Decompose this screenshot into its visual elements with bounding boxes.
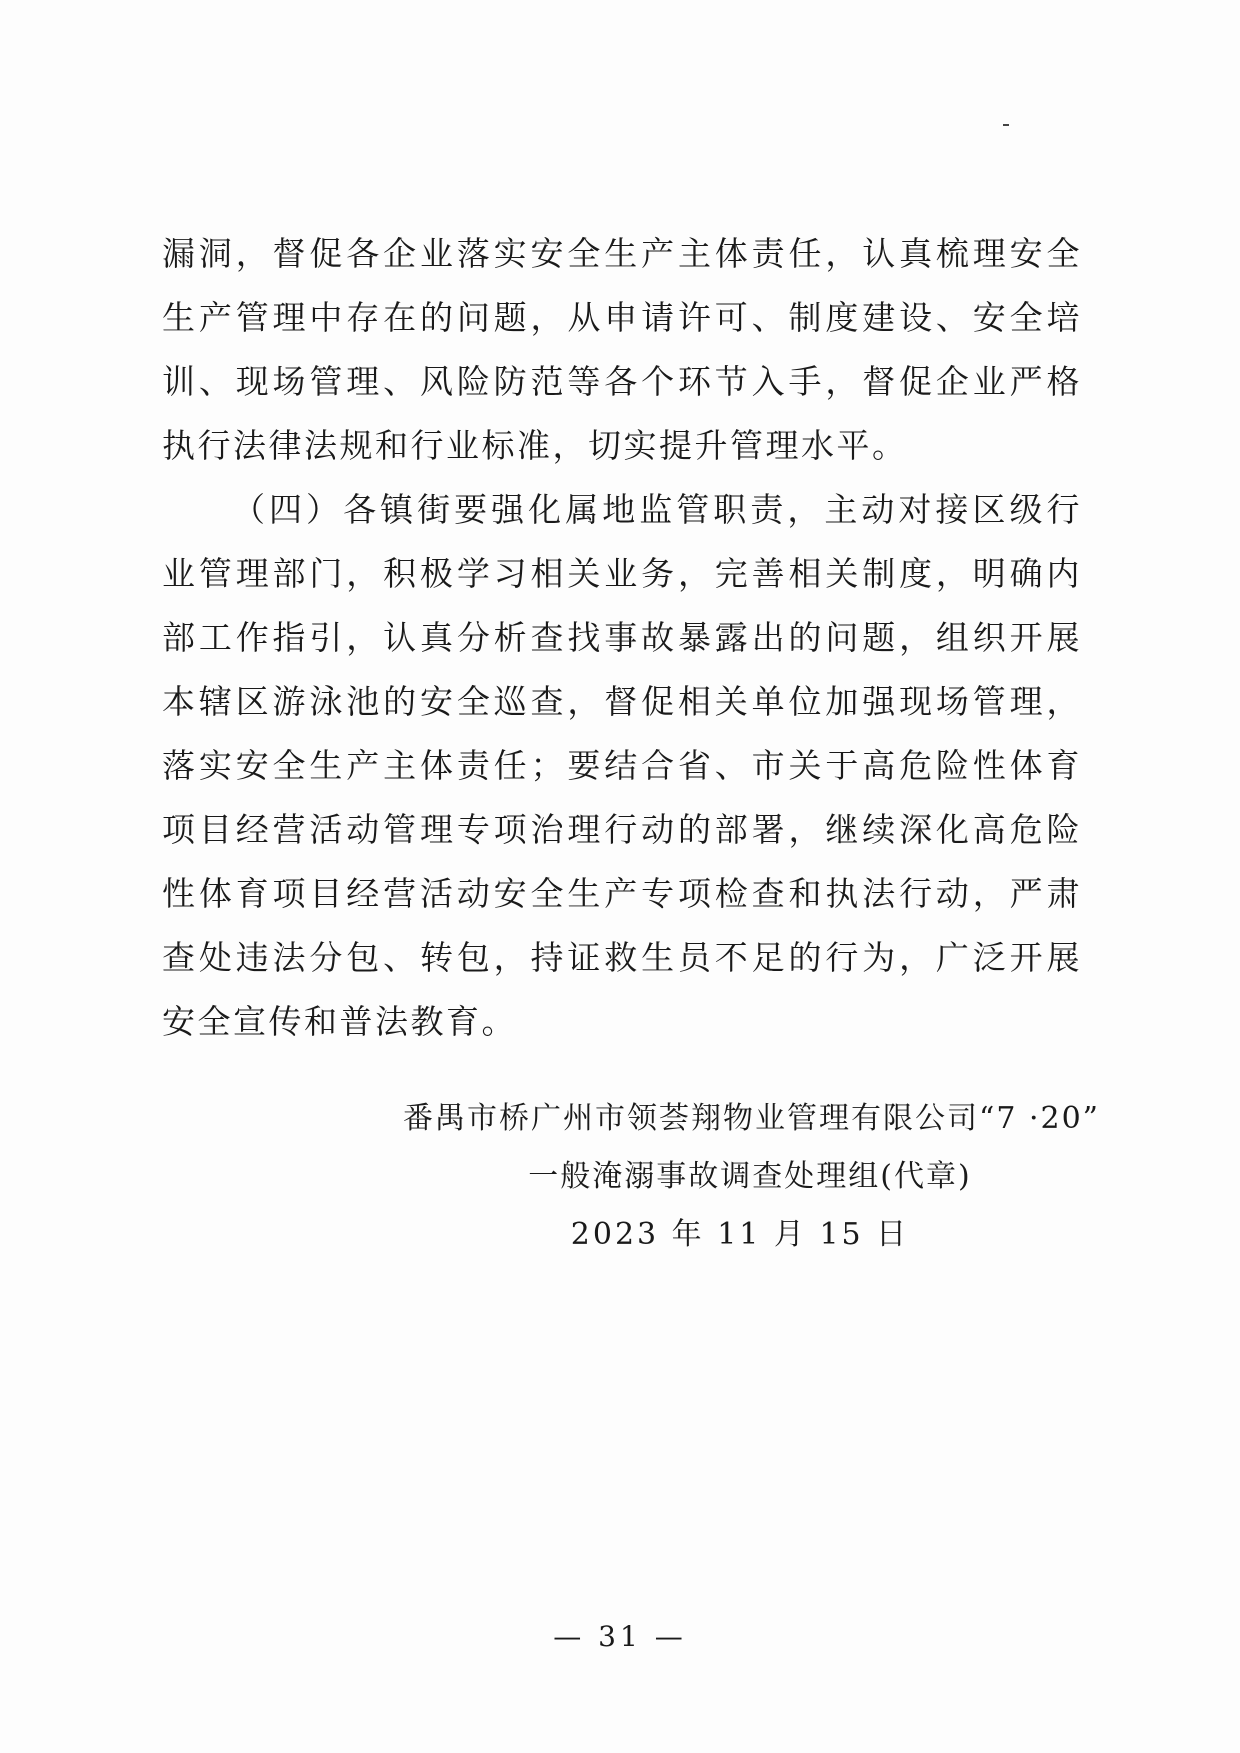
signature-block: [380, 1090, 1100, 1264]
signature-date: 2023 年 11 月 15 日: [570, 1217, 910, 1252]
scan-speck: [1003, 124, 1009, 126]
body-text: [162, 222, 1082, 1054]
signature-organization: 番禺市桥广州市领荟翔物业管理有限公司“7 ·20”: [402, 1101, 1100, 1136]
paragraph-continued: 漏洞，督促各企业落实安全生产主体责任，认真梳理安全生产管理中存在的问题，从申请许可、制度建设、安全培训、现场管理、风险防范等各个环节入手，督促企业严格执行法律法规和行业标准，切实提升管理水平。: [162, 234, 1082, 465]
paragraph-item-4: （四）各镇街要强化属地监管职责，主动对接区级行业管理部门，积极学习相关业务，完善相关制度，明确内部工作指引，认真分析查找事故暴露出的问题，组织开展本辖区游泳池的安全巡查，督促相关单位加强现场管理，落实安全生产主体责任；要结合省、市关于高危险性体育项目经营活动管理专项治理行动的部署，继续深化高危险性体育项目经营活动安全生产专项检查和执法行动，严肃查处违法分包、转包，持证救生员不足的行为，广泛开展安全宣传和普法教育。: [162, 490, 1082, 1041]
page-number: — 31 —: [553, 1620, 687, 1653]
signature-group: 一般淹溺事故调查处理组(代章): [528, 1159, 972, 1194]
